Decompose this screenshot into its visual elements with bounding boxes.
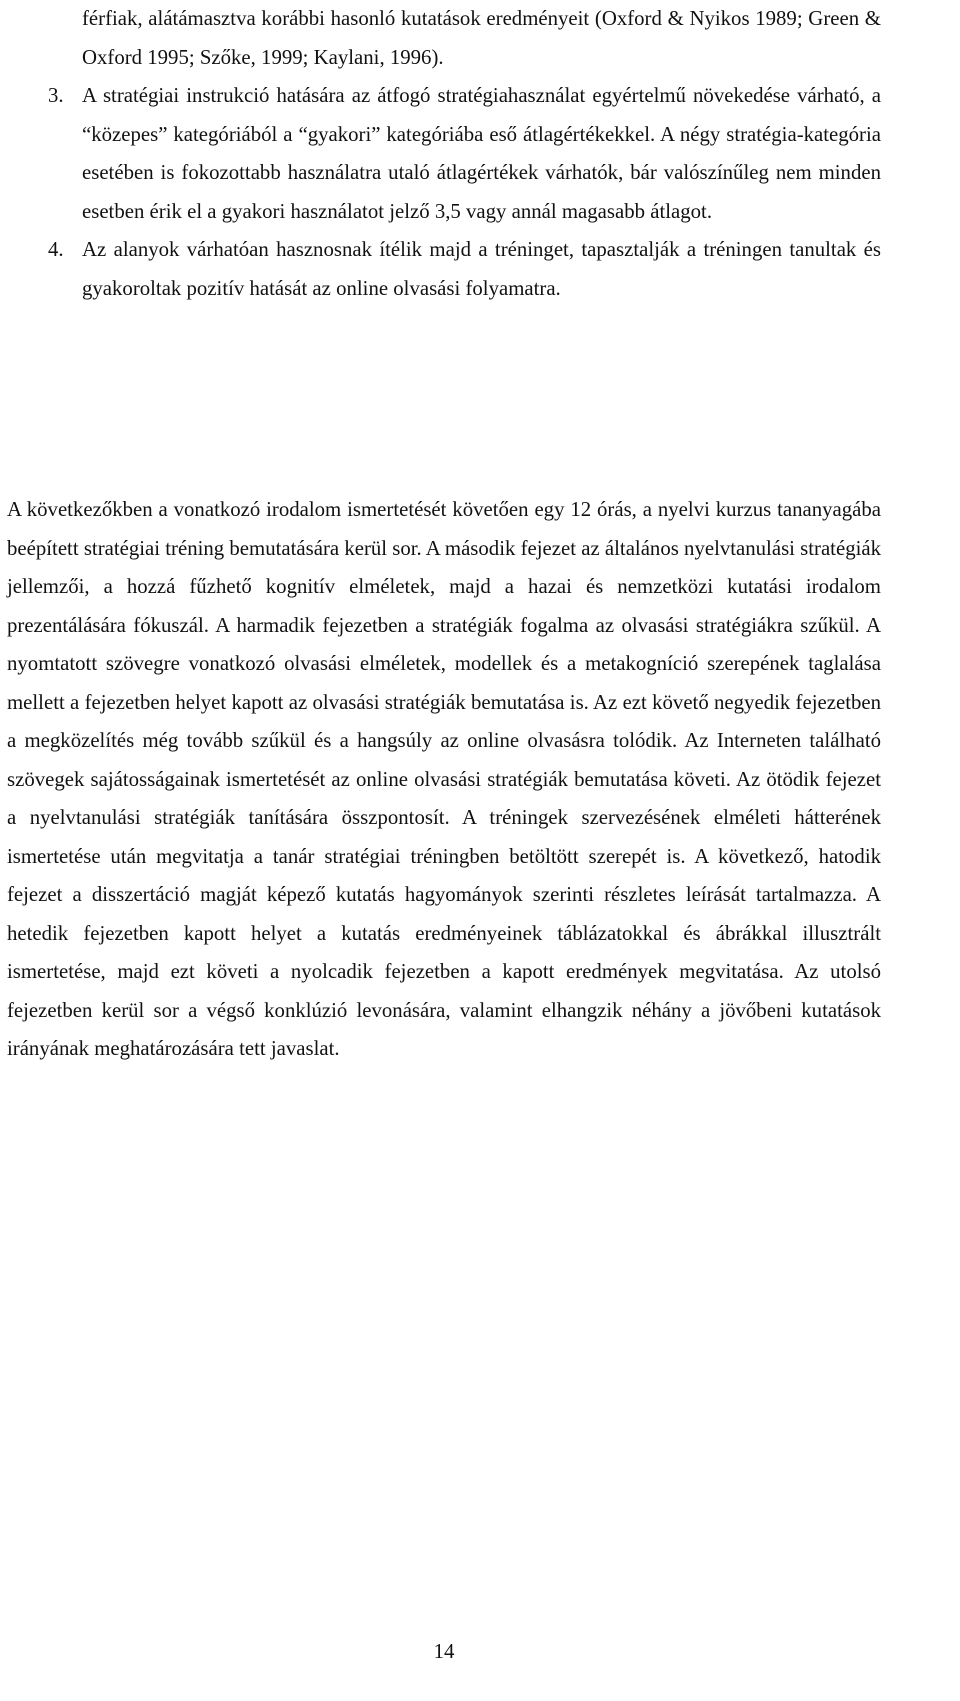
hypothesis-list — [7, 0, 881, 308]
list-item-4: 4. Az alanyok várhatóan hasznosnak ítélik majd a tréninget, tapasztalják a tréningen tanultak és gyakoroltak pozitív hatását az online olvasási folyamatra. — [48, 238, 881, 300]
list-item-text: A stratégiai instrukció hatására az átfogó stratégiahasználat egyértelmű növekedése várható, a “közepes” kategóriából a “gyakori” kategóriába eső átlagértékekkel. A négy stratégia-kategória esetében is fokozottabb használatra utaló átlagértékek várhatók, bár valószínűleg nem minden esetben érik el a gyakori használatot jelző 3,5 vagy annál magasabb átlagot. — [82, 84, 881, 223]
list-item-continuation — [7, 0, 881, 77]
list-item-3: 3. A stratégiai instrukció hatására az átfogó stratégiahasználat egyértelmű növekedése várható, a “közepes” kategóriából a “gyakori” kategóriába eső átlagértékekkel. A négy stratégia-kategória esetében is fokozottabb használatra utaló átlagértékek várhatók, bár valószínűleg nem minden esetben érik el a gyakori használatot jelző 3,5 vagy annál magasabb átlagot. — [48, 84, 881, 223]
page-number: 14 — [433, 1640, 455, 1663]
list-item-text: férfiak, alátámasztva korábbi hasonló kutatások eredményeit (Oxford & Nyikos 1989; Green & Oxford 1995; Szőke, 1999; Kaylani, 1996). — [82, 7, 881, 69]
body-paragraph: A következőkben a vonatkozó irodalom ismertetését követően egy 12 órás, a nyelvi kurzus tananyagába beépített stratégiai tréning bemutatására kerül sor. A második fejezet az általános nyelvtanulási stratégiák jellemzői, a hozzá fűzhető kognitív elméletek, majd a hazai és nemzetközi kutatási irodalom prezentálására fókuszál. A harmadik fejezetben a stratégiák fogalma az olvasási stratégiákra szűkül. A nyomtatott szövegre vonatkozó olvasási elméletek, modellek és a metakogníció szerepének taglalása mellett a fejezetben helyet kapott az olvasási stratégiák bemutatása is. Az ezt követő negyedik fejezetben a megközelítés még tovább szűkül és a hangsúly az online olvasásra tolódik. Az Interneten található szövegek sajátosságainak ismertetését az online olvasási stratégiák bemutatása követi. Az ötödik fejezet a nyelvtanulási stratégiák tanítására összpontosít. A tréningek szervezésének elméleti hátterének ismertetése után megvitatja a tanár stratégiai tréningben betöltött szerepét is. A következő, hatodik fejezet a disszertáció magját képező kutatás hagyományok szerinti részletes leírását tartalmazza. A hetedik fejezetben kapott helyet a kutatás eredményeinek táblázatokkal és ábrákkal illusztrált ismertetése, majd ezt követi a nyolcadik fejezetben a kapott eredmények megvitatása. Az utolsó fejezetben kerül sor a végső konklúzió levonására, valamint elhangzik néhány a jövőbeni kutatások irányának meghatározására tett javaslat. — [7, 498, 881, 1060]
list-item-text: Az alanyok várhatóan hasznosnak ítélik majd a tréninget, tapasztalják a tréningen tanultak és gyakoroltak pozitív hatását az online olvasási folyamatra. — [82, 238, 881, 300]
